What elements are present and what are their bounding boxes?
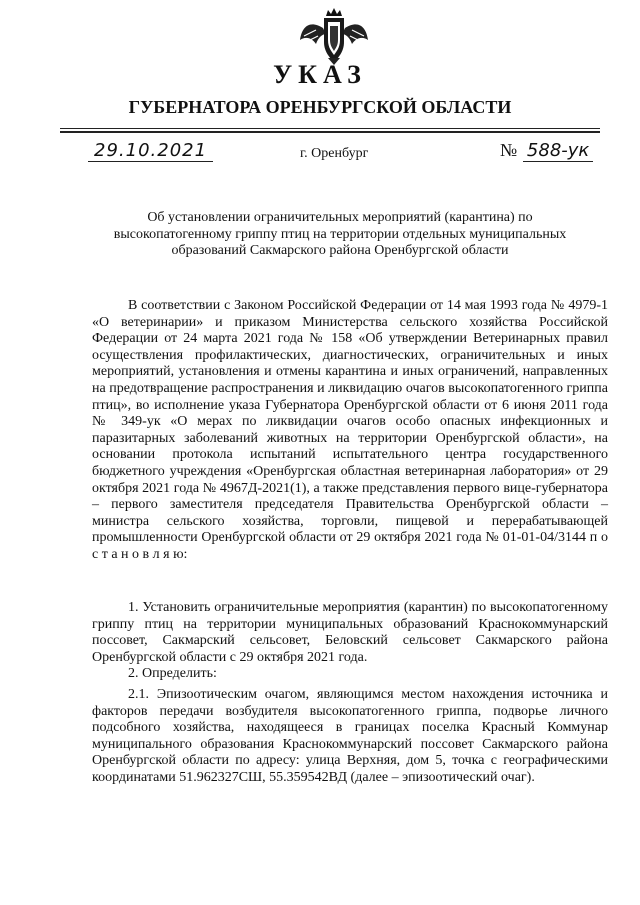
document-heading: Об установлении ограничительных мероприятий (карантина) по высокопатогенному гриппу птиц на территории отдельных муниципальных образований Сакмарского района Оренбургской области: [113, 210, 567, 258]
header-divider-top: [60, 128, 600, 129]
body-paragraph-item-2: 2. Определить:: [128, 666, 217, 681]
document-city: г. Оренбург: [300, 146, 369, 161]
document-date: 29.10.2021: [88, 140, 213, 162]
coat-of-arms-emblem: [296, 6, 372, 66]
document-title: УКАЗ: [273, 60, 367, 89]
body-paragraph-preamble: В соответствии с Законом Российской Федерации от 14 мая 1993 года № 4979-1 «О ветеринарии» и приказом Министерства сельского хозяйства Российской Федерации от 24 марта 2021 года № 158 «Об утверждении Ветеринарных правил осуществления профилактических, диагностических, ограничительных и иных мероприятий, установления и отмены карантина и иных ограничений, направленных на предотвращение распространения и ликвидацию очагов высокопатогенного гриппа птиц», во исполнение указа Губернатора Оренбургской области от 6 июня 2011 года № 349-ук «О мерах по ликвидации очагов особо опасных инфекционных и паразитарных заболеваний животных на территории Оренбургской области», на основании протокола испытаний испытательного центра государственного бюджетного учреждения «Оренбургская областная ветеринарная лаборатория» от 29 октября 2021 года № 4967Д-2021(1), а также представления первого вице-губернатора – первого заместителя председателя Правительства Оренбургской области – министра сельского хозяйства, торговли, пищевой и перерабатывающей промышленности Оренбургской области от 29 октября 2021 года № 01-01-04/3144 п о с т а н о в л я ю:: [92, 298, 608, 562]
body-paragraph-item-2-1: 2.1. Эпизоотическим очагом, являющимся местом нахождения источника и факторов передачи возбудителя высокопатогенного гриппа, подворье личного подсобного хозяйства, находящееся в границах поселка Красный Коммунар муниципального образования Краснокоммунарский поссовет Сакмарского района Оренбургской области по адресу: улица Верхняя, дом 5, точка с географическими координатами 51.962327СШ, 55.359542ВД (далее – эпизоотический очаг).: [92, 687, 608, 785]
number-sign: №: [500, 140, 518, 160]
document-subtitle: ГУБЕРНАТОРА ОРЕНБУРГСКОЙ ОБЛАСТИ: [128, 97, 512, 117]
number-value: 588-ук: [523, 140, 593, 162]
header-divider-bottom: [60, 131, 600, 133]
document-number: [500, 140, 593, 161]
body-paragraph-item-1: 1. Установить ограничительные мероприятия (карантин) по высокопатогенному гриппу птиц на территории муниципальных образований Краснокоммунарский поссовет, Сакмарский сельсовет, Беловский сельсовет Сакмарского района Оренбургской области с 29 октября 2021 года.: [92, 600, 608, 665]
